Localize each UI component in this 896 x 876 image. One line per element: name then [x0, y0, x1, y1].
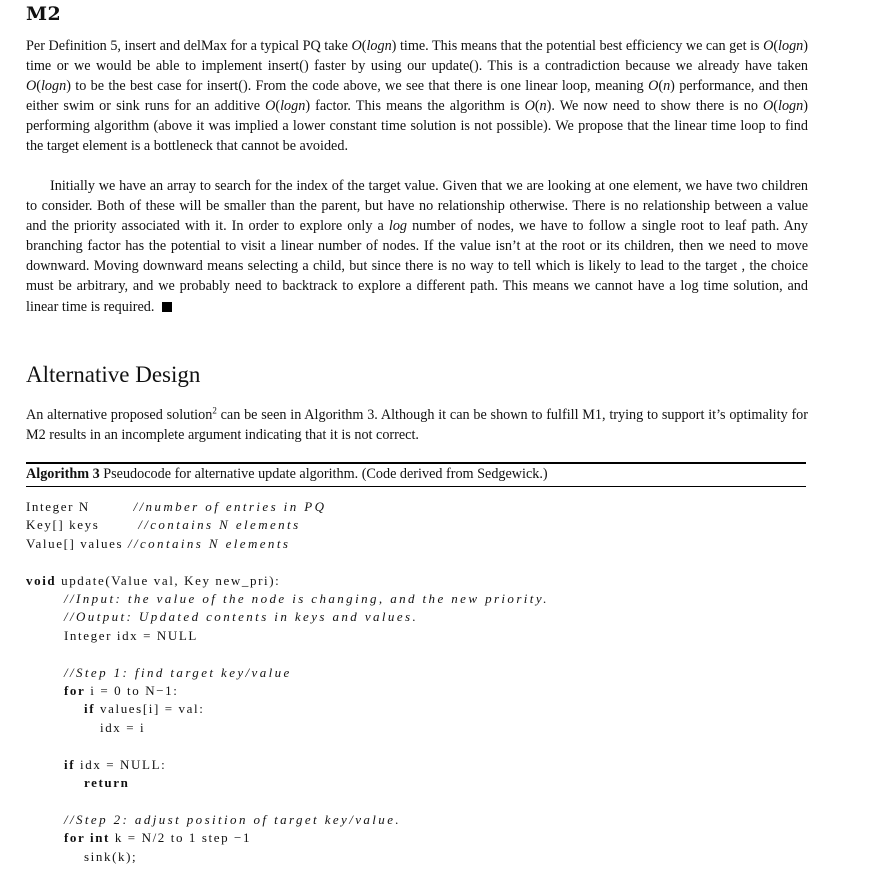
code-line: [64, 627, 198, 645]
section-heading-m2: M2: [26, 3, 62, 25]
qed-square-icon: [162, 302, 172, 312]
code-line: [84, 774, 129, 792]
code-comment: //contains N elements: [127, 535, 291, 551]
code-comment: //Output: Updated contents in keys and values.: [64, 609, 419, 625]
paragraph-text: ) performing algorithm (above it was implied a lower constant time solution is not possible). We propose that the linear time loop to find the target element is a bottleneck that cannot be avoided.: [26, 98, 808, 155]
paragraph-text: number of nodes, we have to follow a single root to leaf path. Any branching factor has the potential to visit a linear number of nodes. If the value isn’t at the root or its children, then we need to move downward. Moving downward means selecting a child, but since there is no way to tell which is likely to lead to the target , the choice must be arbitrary, and we probably need to backtrack to explore a different path. This means we cannot have a log time solution, and linear time is required.: [26, 218, 808, 315]
paragraph-text: ) time. This means that the potential best efficiency we can get is: [391, 38, 764, 54]
code-line: [26, 535, 290, 553]
math-var: n: [663, 78, 671, 95]
code-keyword: for: [64, 683, 86, 698]
paragraph-text: ) performance, and then either swim or sink runs for an additive: [26, 78, 808, 115]
code-line: [64, 829, 251, 847]
code-text: Integer idx = NULL: [64, 627, 198, 643]
math-var: logn: [280, 98, 306, 115]
code-text: sink(k);: [84, 848, 138, 864]
code-keyword: void: [26, 572, 57, 588]
code-line: [64, 664, 292, 682]
proof-paragraph-2: [26, 176, 808, 317]
code-line: [26, 572, 280, 590]
code-keyword: return: [84, 775, 130, 790]
proof-paragraph-1: [26, 36, 808, 157]
paragraph-text: (: [658, 78, 664, 95]
code-text: Value[] values: [26, 535, 128, 551]
code-line: [64, 682, 178, 700]
algorithm-caption-text: Pseudocode for alternative update algorithm. (Code derived from Sedgewick.): [103, 466, 548, 482]
paragraph-text: (: [773, 38, 779, 54]
code-text: Integer N: [26, 499, 134, 514]
code-keyword: if: [64, 756, 76, 772]
code-keyword: for int: [64, 830, 110, 846]
math-var: logn: [366, 38, 392, 54]
math-var: n: [539, 98, 547, 115]
code-line: [64, 608, 418, 626]
code-text: idx = NULL:: [75, 756, 167, 772]
math-var: O: [265, 98, 276, 115]
math-var: log: [388, 218, 408, 235]
algorithm-caption: [26, 464, 548, 484]
math-var: O: [351, 38, 362, 54]
code-line: [84, 848, 137, 866]
paragraph-text: ) time or we would be able to implement insert() faster by using our update(). This is a contradiction because we already have taken: [26, 38, 809, 75]
code-text: i = 0 to N−1:: [85, 683, 179, 698]
paragraph-text: (: [773, 98, 779, 115]
code-text: idx = i: [100, 719, 146, 735]
code-line: [64, 811, 401, 829]
paragraph-text: (: [534, 98, 540, 115]
code-keyword: if: [84, 701, 96, 717]
paragraph-text: An alternative proposed solution: [26, 407, 213, 423]
code-line: [26, 498, 326, 516]
paragraph-text: (: [36, 78, 41, 95]
code-comment: //Step 1: find target key/value: [64, 664, 292, 680]
math-var: logn: [778, 98, 804, 115]
math-var: O: [524, 98, 535, 115]
section-heading-alternative-design: Alternative Design: [26, 362, 201, 387]
algorithm-caption-rule: [26, 486, 806, 487]
alternative-design-paragraph: [26, 405, 808, 445]
paragraph-text: ) factor. This means the algorithm is: [305, 98, 525, 115]
algorithm-label: Algorithm 3: [26, 466, 100, 482]
math-var: O: [26, 78, 37, 95]
code-line: [100, 719, 145, 737]
paragraph-text: Per Definition 5, insert and delMax for a typical PQ take: [26, 38, 352, 54]
code-text: k = N/2 to 1 step −1: [110, 830, 252, 846]
footnote-mark[interactable]: 2: [212, 405, 217, 416]
code-text: values[i] = val:: [95, 701, 205, 717]
paragraph-text: (: [361, 38, 367, 54]
paragraph-text: (: [275, 98, 281, 115]
math-var: O: [763, 38, 774, 54]
math-var: O: [763, 98, 774, 115]
code-comment: //contains N elements: [138, 517, 301, 533]
paragraph-text: can be seen in Algorithm 3. Although it can be shown to fulfill M1, trying to support it’s optimality for M2 results in an incomplete argument indicating that it is not correct.: [26, 407, 808, 444]
code-comment: //number of entries in PQ: [133, 499, 327, 514]
math-var: logn: [40, 78, 67, 95]
code-line: [64, 756, 166, 774]
code-line: [26, 516, 301, 534]
paragraph-text: ) to be the best case for insert(). From the code above, we see that there is one linear loop, meaning: [66, 78, 649, 95]
code-comment: //Step 2: adjust position of target key/value.: [64, 811, 402, 827]
code-text: update(Value val, Key new_pri):: [56, 572, 281, 588]
code-comment: //Input: the value of the node is changing, and the new priority.: [64, 591, 549, 606]
paragraph-text: Initially we have an array to search for the index of the target value. Given that we are looking at one element, we have two children to consider. Both of these will be smaller than the parent, but have no relationship otherwise. There is no relationship between a value and the priority associated with it. In order to explore only a: [26, 178, 808, 235]
math-var: O: [648, 78, 659, 95]
paragraph-text: ). We now need to show there is no: [546, 98, 764, 115]
code-line: [84, 700, 204, 718]
code-line: [64, 590, 549, 608]
math-var: logn: [778, 38, 804, 54]
code-text: Key[] keys: [26, 517, 139, 533]
